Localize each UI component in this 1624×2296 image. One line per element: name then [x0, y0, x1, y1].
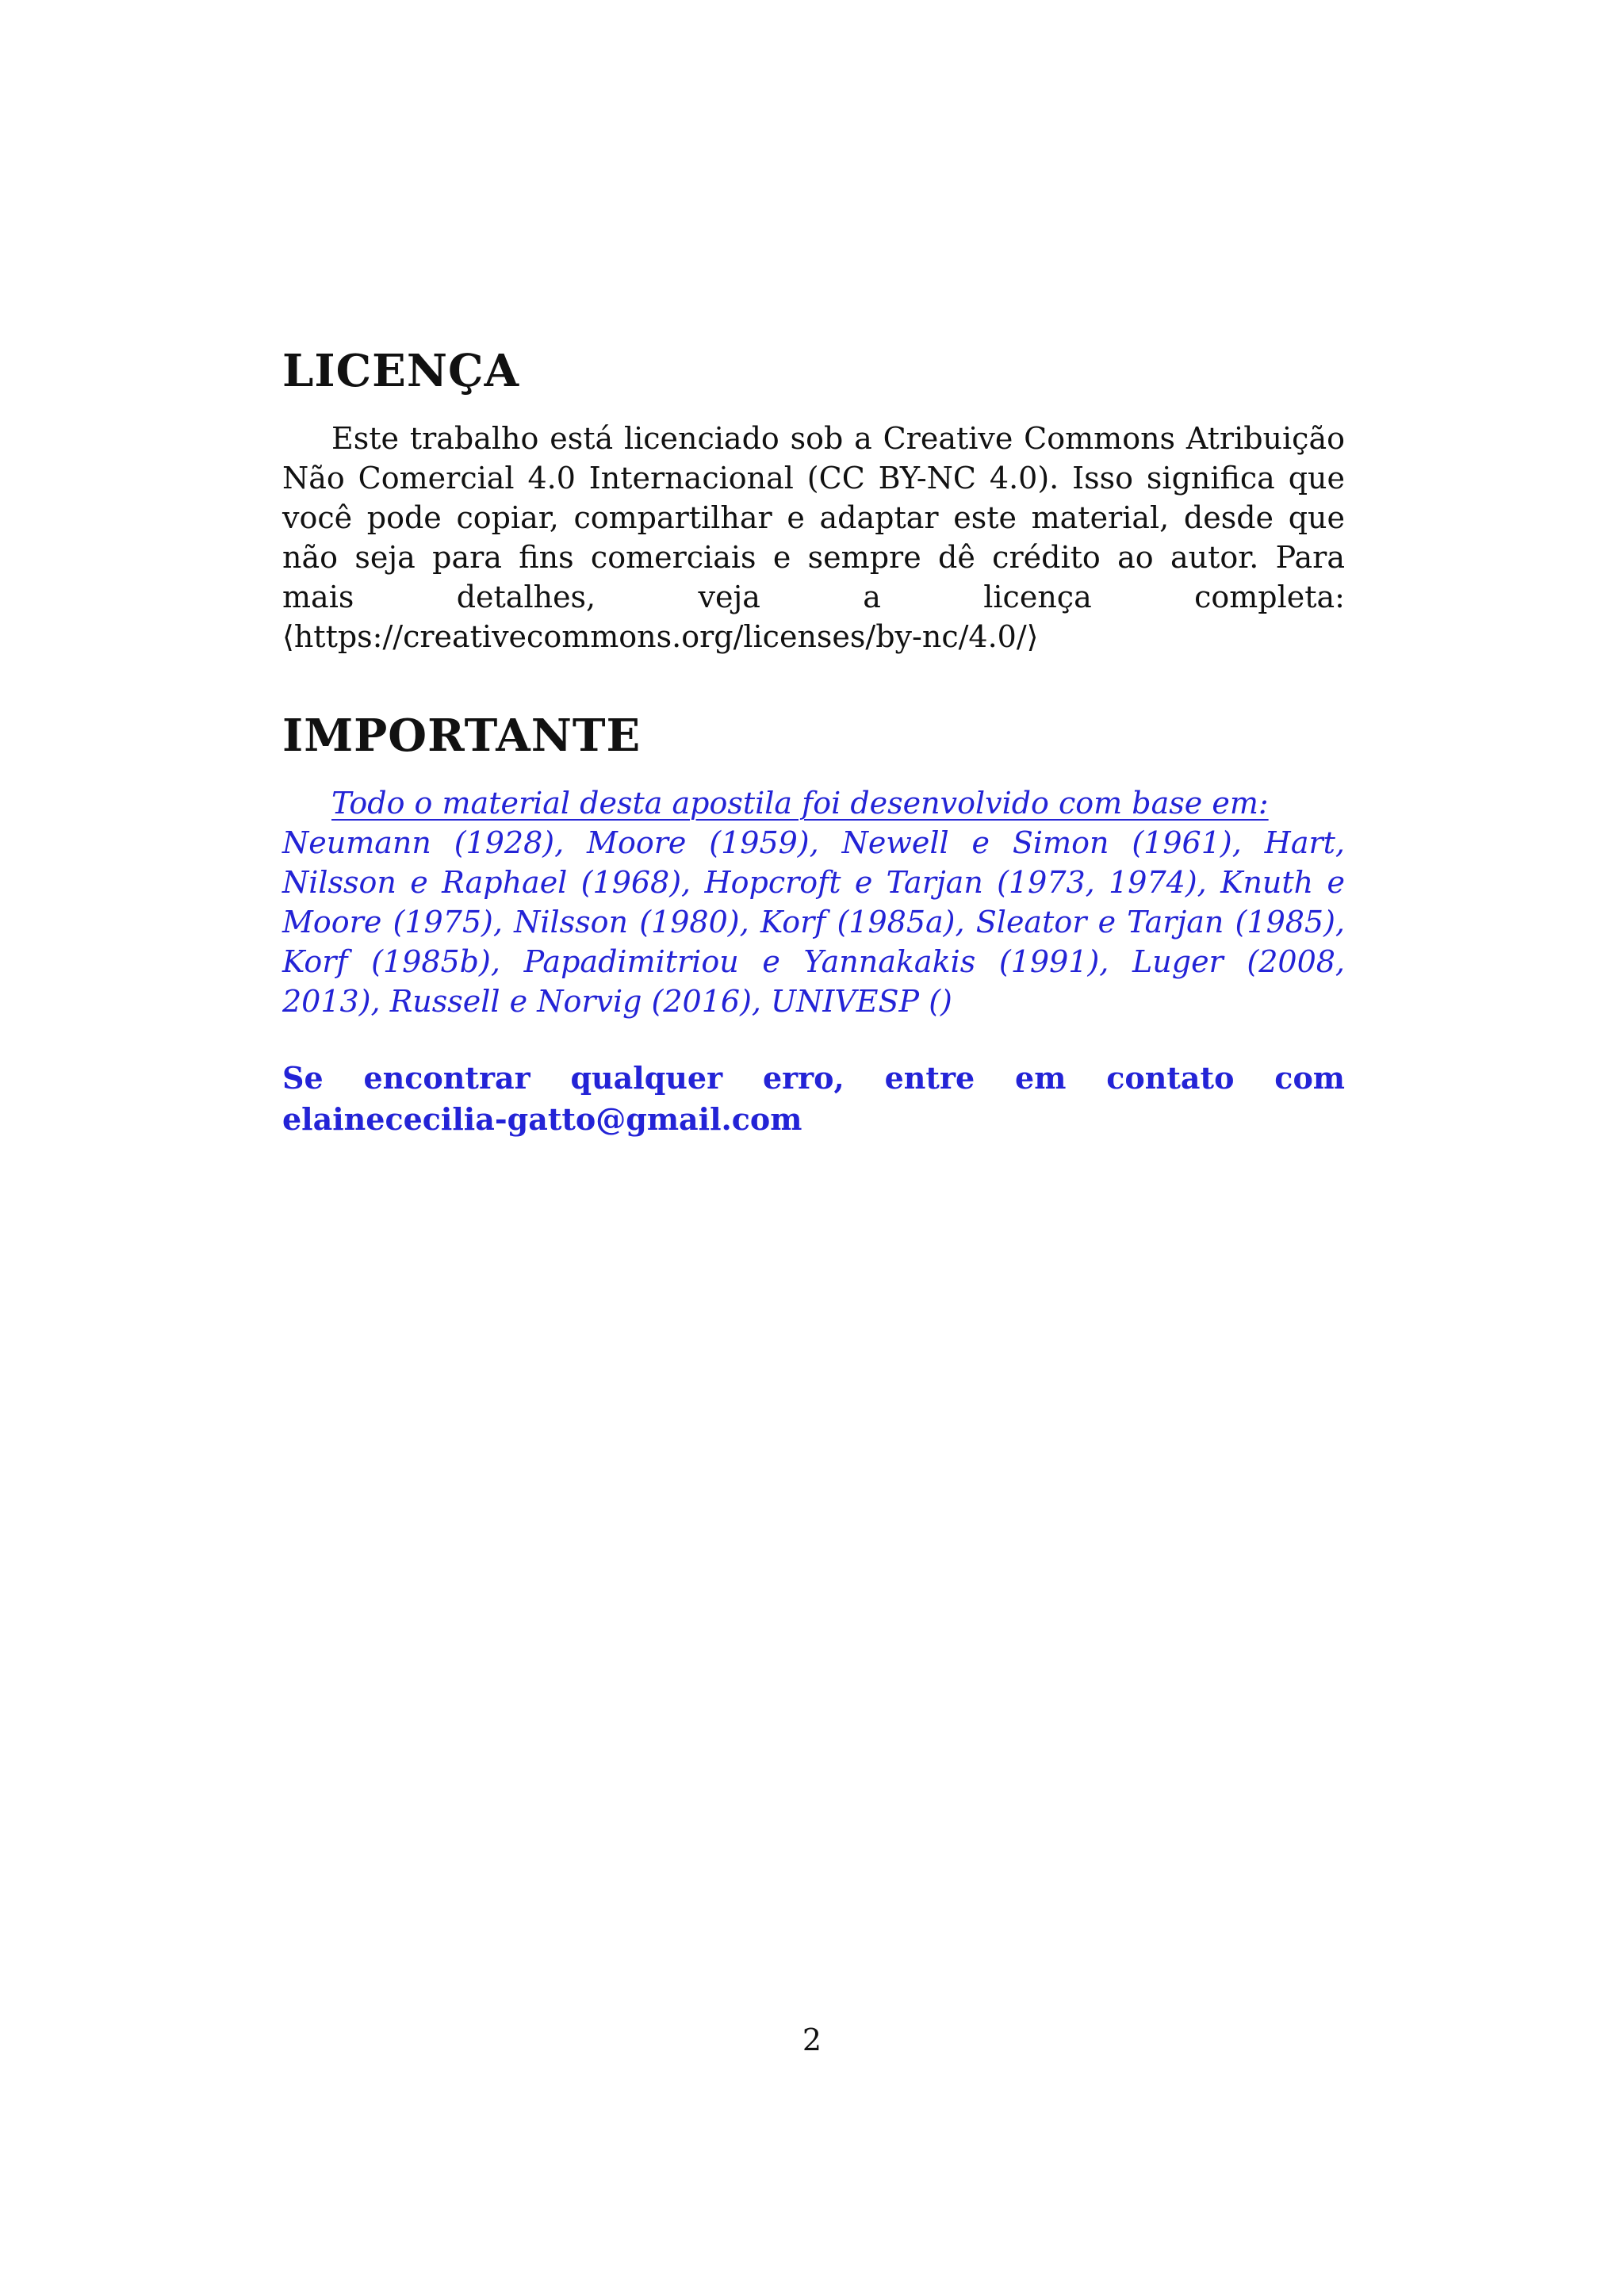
page-content [282, 341, 1345, 1140]
references-list[interactable]: Neumann (1928), Moore (1959), Newell e Simon (1961), Hart, Nilsson e Raphael (1968), Hopcroft e Tarjan (1973, 1974), Knuth e Moore (1975), Nilsson (1980), Korf (1985a), Sleator e Tarjan (1985), Korf (1985b), Papadimitriou e Yannakakis (1991), Luger (2008, 2013), Russell e Norvig (2016), UNIVESP () [282, 825, 1345, 1019]
important-section [282, 706, 1345, 1140]
license-heading: LICENÇA [282, 345, 520, 397]
license-paragraph: Este trabalho está licenciado sob a Creative Commons Atribuição Não Comercial 4.0 Internacional (CC BY-NC 4.0). Isso significa que você pode copiar, compartilhar e adaptar este material, desde que não seja para fins comerciais e sempre dê crédito ao autor. Para mais detalhes, veja a licença completa: ⟨https://creativecommons.org/licenses/by-nc/4.0/⟩ [282, 421, 1345, 654]
references-paragraph [282, 783, 1345, 1021]
references-lead[interactable]: Todo o material desta apostila foi desenvolvido com base em: [331, 786, 1269, 821]
license-section [282, 341, 1345, 656]
page-number: 2 [802, 2022, 822, 2057]
contact-notice[interactable]: Se encontrar qualquer erro, entre em contato com elainececilia-gatto@gmail.com [282, 1060, 1345, 1137]
important-heading: IMPORTANTE [282, 710, 642, 762]
